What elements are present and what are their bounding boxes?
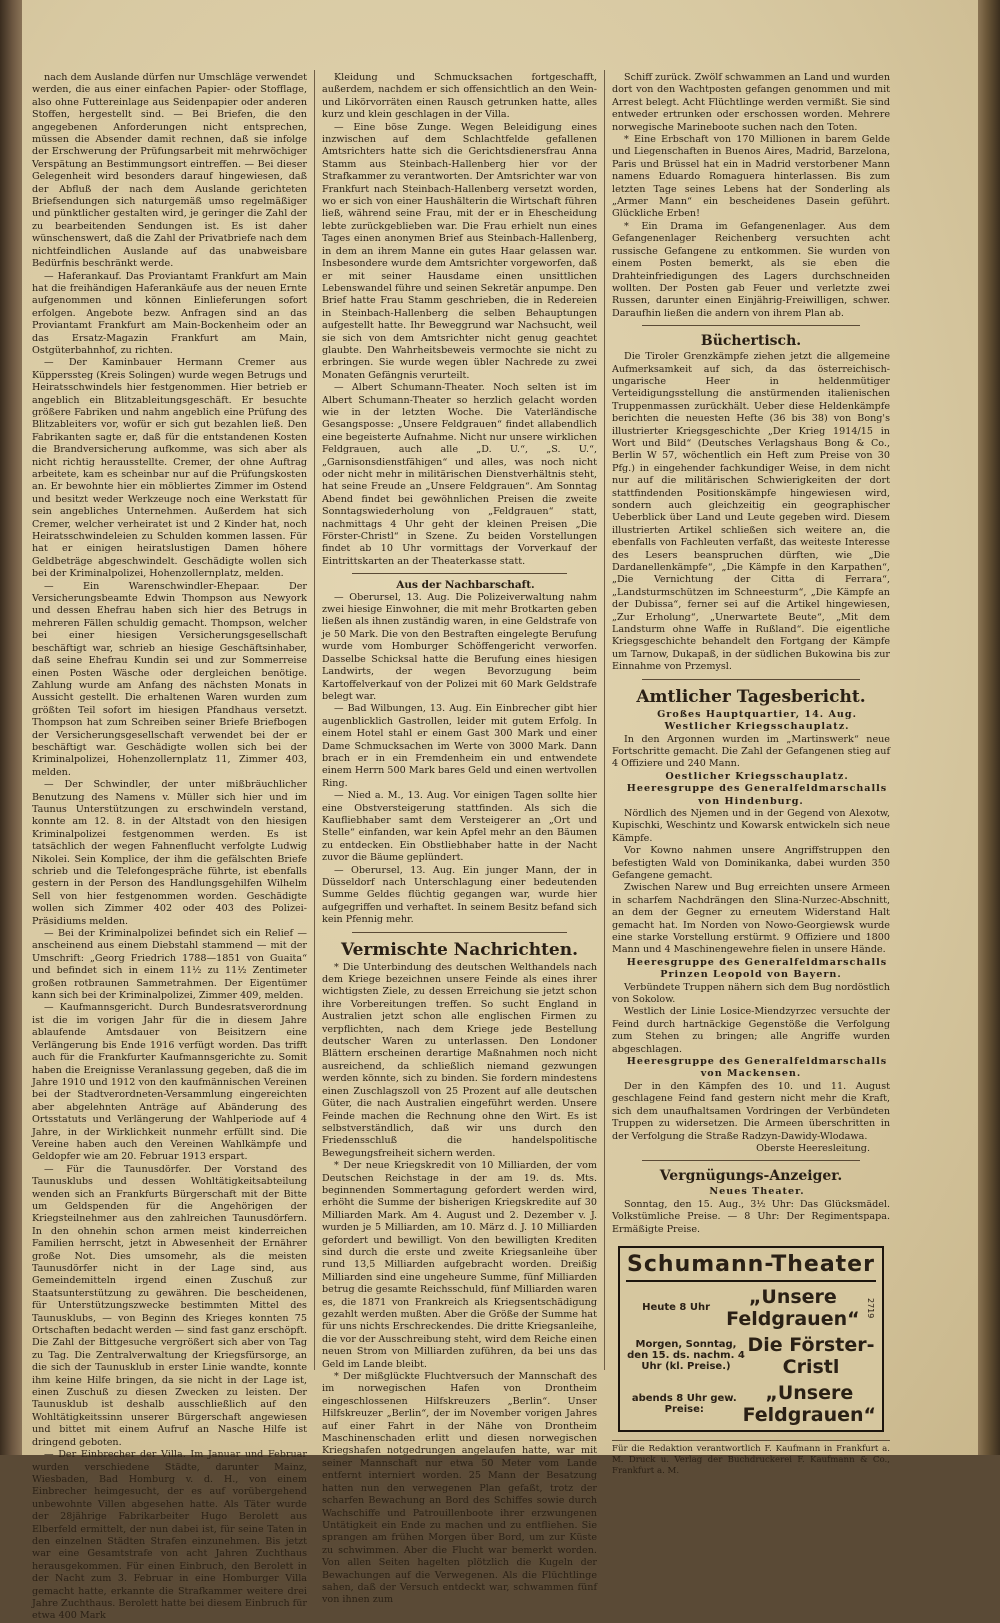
article-paragraph: Nördlich des Njemen und in der Gegend von Alexotw, Kupischki, Weschintz und Kowarsk entwickeln sich neue Kämpfe. [612, 807, 890, 844]
ad-show: Die Förster-Cristl [747, 1333, 875, 1378]
article-paragraph: Die Tiroler Grenzkämpfe ziehen jetzt die allgemeine Aufmerksamkeit auf sich, da das österreichisch-ungarische Heer in heldenmütiger Verteidigungsstellung die anstürmenden italienischen Truppenmassen zurückhält. Ueber diese Heldenkämpfe berichten die neuesten Hefte (36 bis 38) von Bong's illustrierter Kriegsgeschichte „Der Krieg 1914/15 in Wort und Bild“ (Deutsches Verlagshaus Bong & Co., Berlin W 57, wöchentlich ein Heft zum Preise von 30 Pfg.) in eingehender fachkundiger Weise, in dem nicht nur auf die militärischen Schwierigkeiten der dort stattfindenden Positionskämpfe hingewiesen wird, sondern auch gleichzeitig ein geographischer Ueberblick über Land und Leute gegeben wird. Diesem illustrierten Artikel schließen sich weitere an, die ebenfalls von Fachleuten verfaßt, das weiteste Interesse des Lesers beanspruchen dürften, wie „Die Dardanellenkämpfe“, „Die Kämpfe in den Karpathen“, „Die Vernichtung der Citta di Ferrara“, „Landsturmschützen im Schneesturm“, „Die Kämpfe an der Dubissa“, ferner sei auf die Artikel hingewiesen, „Zur Erholung“, „Unerwartete Beute“, „Mit dem Landsturm ohne Waffe in Rußland“. Die eigentliche Kriegsgeschichte behandelt den Fortgang der Kämpfe um Tarnow, Dukapaß, in der südlichen Bukowina bis zur Einnahme von Przemysl. [612, 351, 890, 673]
report-army-group-hindenburg: Heeresgruppe des Generalfeldmarschalls von Hindenburg. [626, 783, 888, 807]
venue-name: Neues Theater. [709, 1186, 805, 1198]
article-paragraph: — Nied a. M., 13. Aug. Vor einigen Tagen sollte hier eine Obstversteigerung stattfinden. Als sich die Kaufliebhaber samt dem Versteigerer an „Ort und Stelle“ einfanden, war kein Apfel mehr an den Bäumen zu entdecken. Ein Obstliebhaber hatte in der Nacht zuvor die Bäume geplündert. [322, 790, 597, 864]
column-3 [612, 72, 890, 1476]
article-paragraph: — Bei der Kriminalpolizei befindet sich ein Relief — anscheinend aus einem Diebstahl stammend — mit der Umschrift: „Georg Friedrich 1788—1851 von Guaita“ und befindet sich in einem 11½ zu 11½ Zentimeter großen rotbraunen Sammetrahmen. Der Eigentümer kann sich bei der Kriminalpolizei, Zimmer 409, melden. [32, 928, 307, 1002]
section-title-vergnuegungen: Vergnügungs-Anzeiger. [659, 1168, 843, 1185]
theater-advertisement [618, 1246, 884, 1432]
ad-show: „Unsere Feldgrauen“ [742, 1381, 877, 1426]
article-paragraph: Zwischen Narew und Bug erreichten unsere Armeen in scharfem Nachdrängen den Slina-Nurzec-Abschnitt, an dem der Gegner zu erneutem Widerstand Halt gemacht hat. Im Norden von Nowo-Georgiewsk wurde eine starke Vorstellung erstürmt. 9 Offiziere und 1800 Mann und 4 Maschinengewehre fielen in unsere Hände. [612, 882, 890, 956]
article-paragraph: * Eine Erbschaft von 170 Millionen in barem Gelde und Liegenschaften in Buenos Aires, Madrid, Barzelona, Paris und Brüssel hat ein in Madrid verstorbener Mann namens Eduardo Romaguera hinterlassen. Bis zum letzten Tage seines Lebens hat der Sonderling als „Armer Mann“ ein bescheidenes Dasein geführt. Glückliche Erben! [612, 134, 890, 220]
article-paragraph: — Kaufmannsgericht. Durch Bundesratsverordnung ist die im vorigen Jahr für die in diesem Jahre ablaufende Amtsdauer von Beisitzern eine Verlängerung bis Ende 1916 verfügt worden. Das trifft auch für die Frankfurter Kaufmannsgerichte zu. Somit haben die Ereignisse Veranlassung gegeben, daß die im Jahre 1910 und 1912 von den kaufmännischen Vereinen bei der Stadtverordneten-Versammlung eingereichten aber abgelehnten Anträge auf Abänderung des Ortsstatuts und Verlängerung der Wahlperiode auf 4 Jahre, in der Wirklichkeit nunmehr erfüllt sind. Die Vereine haben auch den Vereinen Wahlkämpfe und Geldopfer wie am 20. Februar 1913 erspart. [32, 1002, 307, 1163]
ad-time: Heute 8 Uhr [642, 1302, 711, 1314]
section-title-buechertisch: Büchertisch. [700, 333, 802, 350]
ad-time: Morgen, Sonntag, den 15. ds. nachm. 4 Uhr (kl. Preise.) [627, 1339, 745, 1373]
report-headquarters: Großes Hauptquartier, 14. Aug. [657, 708, 857, 720]
article-paragraph: Schiff zurück. Zwölf schwammen an Land und wurden dort von den Wachtposten gefangen genommen und mit Arrest belegt. Acht Flüchtlinge werden vermißt. Sie sind entweder ertrunken oder erschossen worden. Mehrere norwegische Marineboote suchen nach den Toten. [612, 72, 890, 133]
report-theater-east: Oestlicher Kriegsschauplatz. [665, 770, 849, 782]
ad-time: abends 8 Uhr gew. Preise: [631, 1392, 737, 1415]
article-paragraph: — Oberursel, 13. Aug. Die Polizeiverwaltung nahm zwei hiesige Einwohner, die mit mehr Brotkarten geben ließen als ihnen zuständig waren, in eine Geldstrafe von je 50 Mark. Die von den Bestraften eingelegte Berufung wurde vom Homburger Schöffengericht verworfen. Dasselbe Schicksal hatte die Berufung eines hiesigen Landwirts, der wegen Bevorzugung beim Kartoffelverkauf von der Polizei mit 60 Mark Geldstrafe belegt war. [322, 591, 597, 702]
section-title-nachbarschaft: Aus der Nachbarschaft. [396, 579, 535, 592]
article-paragraph: — Albert Schumann-Theater. Noch selten ist im Albert Schumann-Theater so herzlich gelacht worden wie in der letzten Woche. Die Vaterländische Gesangsposse: „Unsere Feldgrauen“ findet allabendlich eine begeisterte Aufnahme. Nicht nur unsere wirklichen Feldgrauen, auch alle „D. U.“, „S. U.“, „Garnisonsdienstfähigen“ und alles, was noch nicht oder nicht mehr in militärischen Dienstverhältnis steht, hat seine Freude an „Unsere Feldgrauen“. Am Sonntag Abend findet bei gewöhnlichen Preisen die zweite Sonntagswiederholung von „Feldgrauen“ statt, nachmittags 4 Uhr geht der kleinen Preisen „Die Förster-Christl“ in Szene. Zu beiden Vorstellungen findet ab 10 Uhr vormittags der Vorverkauf der Eintrittskarten an der Theaterkasse statt. [322, 382, 598, 567]
article-paragraph: * Der neue Kriegskredit von 10 Milliarden, der vom Deutschen Reichstage in der am 19. ds. Mts. beginnenden Sommertagung gefordert werden wird, erhöht die Summe der bisherigen Kriegskredite auf 30 Milliarden Mark. Am 4. August und 2. Dezember v. J. wurden je 5 Milliarden, am 10. März d. J. 10 Milliarden gefordert und bewilligt. Von den bewilligten Krediten sind durch die erste und zweite Kriegsanleihe über rund 13,5 Milliarden aufgebracht worden. Dreißig Milliarden sind eine ungeheure Summe, fünf Milliarden betrug die gesamte Reichsschuld, fünf Milliarden waren es, die 1871 von Frankreich als Kriegsentschädigung gezahlt werden mußten. Aber die Größe der Summe hat für uns nichts Erschreckendes. Die dritte Kriegsanleihe, die vor der Ausschreibung steht, wird dem Reiche einen neuen Strom von Milliarden zuführen, da bei uns das Geld im Lande bleibt. [322, 1160, 597, 1370]
section-divider [642, 325, 860, 326]
article-paragraph: * Ein Drama im Gefangenenlager. Aus dem Gefangenenlager Reichenberg versuchten acht russische Gefangene zu entkommen. Sie wurden von einem Posten bemerkt, als sie eben die Drahteinfriedigungen des Lagers durchschneiden wollten. Der Posten gab Feuer und verletzte zwei Russen, darunter einen Einjährig-Freiwilligen, schwer. Daraufhin ließen die andern von ihrem Plan ab. [612, 220, 890, 319]
section-divider [642, 679, 860, 680]
article-paragraph: Westlich der Linie Losice-Miendzyrzec versuchte der Feind durch hartnäckige Gegenstöße die Verfolgung zum Stehen zu bringen; alle Angriffe wurden abgeschlagen. [612, 1006, 890, 1055]
article-paragraph: * Der mißglückte Fluchtversuch der Mannschaft des im norwegischen Hafen von Drontheim eingeschlossenen Hilfskreuzers „Berlin“. Unser Hilfskreuzer „Berlin“, der im November vorigen Jahres auf einer Fahrt in der Nähe von Drontheim Maschinenschaden erlitt und diesen norwegischen Kriegshafen notgedrungen angelaufen hatte, war mit seiner Mannschaft nur etwa 50 Meter vom Lande entfernt interniert worden. 25 Mann der Besatzung hatten nun den verwegenen Plan gefaßt, trotz der scharfen Bewachung an Bord des Schiffes sowie durch Wachschiffe und Patrouillenboote ihrer erzwungenen Untätigkeit ein Ende zu machen und zu entfliehen. Sie sprangen am frühen Morgen über Bord, um zur Küste zu schwimmen. Aber die Flucht war bemerkt worden. Von allen Seiten hagelten plötzlich die Kugeln der Bewachungen auf die Verwegenen. Als die Flüchtlinge sahen, daß der Versuch entdeckt war, schwammen fünf von ihnen zum [322, 1371, 597, 1606]
column-2 [322, 72, 598, 1606]
article-paragraph: — Eine böse Zunge. Wegen Beleidigung eines inzwischen auf dem Schlachtfelde gefallenen Amtsrichters hatte sich die Gerichtsdienersfrau Anna Stamm aus Steinbach-Hallenberg hier vor der Strafkammer zu verantworten. Der Amtsrichter war von Frankfurt nach Steinbach-Hallenberg versetzt worden, wo er sich von einer Haushälterin die Wirtschaft führen ließ, während seine Frau, mit der er in Ehescheidung lebte zurückgeblieben war. Die Frau erhielt nun eines Tages einen anonymen Brief aus Steinbach-Hallenberg, in dem an ihrem Manne ein gutes Haar gelassen war. Insbesondere wurde dem Amtsrichter vorgeworfen, daß er mit seiner Hausdame einen unsittlichen Lebenswandel führe und seinen Sekretär anpumpe. Den Brief hatte Frau Stamm geschrieben, die in Redereien in Steinbach-Hallenberg die selben Behauptungen aufgestellt hatte. Ihr Beweggrund war Nachsucht, weil sie sich von dem Amtsrichter nicht genug geachtet glaubte. Den Wahrheitsbeweis vermochte sie nicht zu erbringen. Sie wurde wegen übler Nachrede zu zwei Monaten Gefängnis verurteilt. [322, 121, 597, 381]
ad-row [626, 1286, 876, 1330]
section-title-tagesbericht: Amtlicher Tagesbericht. [636, 686, 866, 707]
ad-show: „Unsere Feldgrauen“ [726, 1285, 860, 1330]
report-signature: Oberste Heeresleitung. [756, 1142, 870, 1154]
article-paragraph: Verbündete Truppen nähern sich dem Bug nordöstlich von Sokolow. [612, 981, 890, 1006]
article-paragraph: Kleidung und Schmucksachen fortgeschafft, außerdem, nachdem er sich offensichtlich an den Wein- und Likörvorräten einen Rausch getrunken hatte, alles kurz und klein geschlagen in der Villa. [322, 72, 597, 121]
article-paragraph: * Die Unterbindung des deutschen Welthandels nach dem Kriege bezeichnen unsere Feinde als eines ihrer wichtigsten Ziele, zu dessen Erreichung sie jetzt schon ihre Vorbereitungen treffen. So sucht England in Australien jetzt schon alle englischen Firmen zu verpflichten, nach dem Kriege jede Bestellung deutscher Waren zu unterlassen. Den Londoner Blättern erscheinen derartige Maßnahmen noch nicht ausreichend, da schließlich niemand gezwungen werden könnte, sich zu binden. Sie fordern mindestens einen Zuschlagszoll von 25 Prozent auf alle deutschen Güter, die nach Australien eingeführt werden. Unsere Feinde machen die Rechnung ohne den Wirt. Es ist selbstverständlich, daß wir uns durch den Friedensschluß die handelspolitische Bewegungsfreiheit sichern werden. [322, 961, 597, 1159]
article-paragraph: — Ein Warenschwindler-Ehepaar. Der Versicherungsbeamte Edwin Thompson aus Newyork und dessen Ehefrau haben sich hier des Betrugs in mehreren Fällen schuldig gemacht. Thompson, welcher bei einer hiesigen Versicherungsgesellschaft beschäftigt war, schrieb an hiesige Geschäftsinhaber, daß seine Ehefrau Kundin sei und zur Sommerreise einen Posten Wäsche oder dergleichen benötige. Zahlung wurde am Anfang des nächsten Monats in Aussicht gestellt. Die erhaltenen Waren wurden zum größten Teil sofort im hiesigen Pfandhaus versetzt. Thompson hat zum Schreiben seiner Briefe Briefbogen der Versicherungsgesellschaft verwendet bei der er beschäftigt war. Geschädigte wollen sich bei der Kriminalpolizei, Hohenzollernplatz 11, Zimmer 403, melden. [32, 580, 307, 778]
column-rule [314, 70, 315, 1370]
ad-row [626, 1382, 876, 1426]
ad-title: Schumann-Theater [626, 1252, 876, 1282]
book-binding [0, 0, 22, 1455]
article-paragraph: — Haferankauf. Das Proviantamt Frankfurt am Main hat die freihändigen Haferankäufe aus der neuen Ernte aufgenommen und können Einlieferungen sofort erfolgen. Angebote bezw. Anfragen sind an das Proviantamt Frankfurt am Main-Bockenheim oder an das Ersatz-Magazin Frankfurt am Main, Ostgüterbahnhof, zu richten. [32, 270, 307, 356]
column-rule [604, 70, 605, 1370]
article-paragraph: nach dem Auslande dürfen nur Umschläge verwendet werden, die aus einer einfachen Papier- oder Stofflage, also ohne Futtereinlage aus Seidenpapier oder anderen Stoffen, hergestellt sind. — Bei Briefen, die den angegebenen Anforderungen nicht entsprechen, müssen die Absender damit rechnen, daß sie infolge der Erschwerung der Prüfungsarbeit mit mehrwöchiger Verspätung an Bestimmungsort eintreffen. — Bei dieser Gelegenheit wird besonders darauf hingewiesen, daß der Abfluß der nach dem Auslande gerichteten Briefsendungen sich naturgemäß umso regelmäßiger und pünktlicher gestalten wird, je geringer die Zahl der zu bearbeitenden Sendungen ist. Es ist daher wünschenswert, daß die Zahl der Privatbriefe nach dem nichtfeindlichen Auslande auf das unabweisbare Bedürfnis beschränkt werde. [32, 72, 307, 270]
ad-code: 2719 [866, 1297, 875, 1319]
newspaper-page [22, 0, 978, 1622]
report-army-group-mackensen: Heeresgruppe des Generalfeldmarschalls von Mackensen. [626, 1056, 888, 1080]
article-paragraph: — Oberursel, 13. Aug. Ein junger Mann, der in Düsseldorf nach Unterschlagung einer bedeutenden Summe Geldes flüchtig gegangen war, wurde hier aufgegriffen und verhaftet. In seinem Besitz befand sich kein Pfennig mehr. [322, 864, 597, 926]
article-paragraph: — Bad Wilbungen, 13. Aug. Ein Einbrecher gibt hier augenblicklich Gastrollen, leider mit gutem Erfolg. In einem Hotel stahl er einem Gast 300 Mark und einer Dame Schmucksachen im Werte von 3000 Mark. Dann brach er in ein Fremdenheim ein und entwendete einem Herrn 500 Mark bares Geld und einen wertvollen Ring. [322, 703, 597, 789]
article-paragraph: Vor Kowno nahmen unsere Angriffstruppen den befestigten Wald von Dominikanka, dabei wurden 350 Gefangene gemacht. [612, 845, 890, 881]
article-paragraph: — Für die Taunusdörfer. Der Vorstand des Taunusklubs und dessen Wohltätigkeitsabteilung wenden sich an Frankfurts Bürgerschaft mit der Bitte um Geldspenden für die Angehörigen der Kriegsteilnehmer aus den zahlreichen Taunusdörfern. In den ohnehin schon armen meist kinderreichen Familien herrscht, jetzt in Abwesenheit der Ernährer große Not. Dies umsomehr, als die meisten Taunusdörfer nicht in der Lage sind, aus Gemeindemitteln irgend einen Zuschuß zur Staatsunterstützung zu gewähren. Die bescheidenen, für Unterstützungszwecke bestimmten Mittel des Taunusklubs, — von Beginn des Krieges konnten 75 Ortschaften bedacht werden — sind fast ganz erschöpft. Die Zahl der Bittgesuche vergrößert sich aber von Tag zu Tag. Die Zentralverwaltung der Kriegsfürsorge, an die sich der Taunusklub in erster Linie wandte, konnte ihm keine Hilfe bringen, da sie nicht in der Lage ist, einen Zuschuß zu diesen Zwecken zu leisten. Der Taunusklub ist deshalb ausschließlich auf den Wohltätigkeitssinn unserer Bürgerschaft angewiesen und bittet mit einem Aufruf an Nasche Hilfe ist dringend geboten. [32, 1163, 307, 1448]
article-paragraph: — Der Schwindler, der unter mißbräuchlicher Benutzung des Namens v. Müller sich hier und im Taunus Unterstützungen zu erschwindeln verstand, konnte am 12. 8. in der Altstadt von den hiesigen Kriminalpolizei festgenommen werden. Es ist tatsächlich der wegen Fahnenflucht verfolgte Ludwig Nikolei. Sein Komplice, der ihm die gefälschten Briefe schrieb und die Telefongespräche führte, ist ebenfalls gestern in der Person des Handlungsgehilfen Wilhelm Sell von hier festgenommen worden. Geschädigte wollen sich Zimmer 402 oder 403 des Polizei-Präsidiums melden. [32, 779, 307, 927]
article-paragraph: In den Argonnen wurden im „Martinswerk“ neue Fortschritte gemacht. Die Zahl der Gefangenen stieg auf 4 Offiziere und 240 Mann. [612, 733, 890, 770]
article-paragraph: Der in den Kämpfen des 10. und 11. August geschlagene Feind fand gestern nicht mehr die Kraft, sich dem unaufhaltsamen Vordringen der Verbündeten Truppen zu widersetzen. Die Armeen überschritten in der Verfolgung die Straße Radzyn-Dawidy-Wlodawa. [612, 1080, 890, 1142]
page-edge [978, 0, 1000, 1455]
section-title-vermischte: Vermischte Nachrichten. [340, 939, 579, 960]
report-theater-west: Westlicher Kriegsschauplatz. [664, 721, 850, 733]
article-paragraph: Sonntag, den 15. Aug., 3½ Uhr: Das Glücksmädel. Volkstümliche Preise. — 8 Uhr: Der Regimentspapa. Ermäßigte Preise. [612, 1198, 890, 1235]
section-divider [352, 573, 567, 574]
imprint: Für die Redaktion verantwortlich F. Kaufmann in Frankfurt a. M. Druck u. Verlag der Buchdruckerei F. Kaufmann & Co., Frankfurt a. M. [612, 1440, 890, 1477]
ad-row [626, 1334, 876, 1378]
section-divider [352, 932, 567, 933]
section-divider [642, 1160, 860, 1161]
article-paragraph: — Der Einbrecher der Villa. Im Januar und Februar wurden verschiedene Städte, darunter Mainz, Wiesbaden, Bad Homburg v. d. H., von einem Einbrecher heimgesucht, der es auf vorübergehend unbewohnte Villen abgesehen hatte. Als Täter wurde der 28jährige Fabrikarbeiter Hugo Berolett aus Elberfeld ermittelt, der nun dabei ist, für seine Taten in den einzelnen Städten Strafen einzunehmen. Bis jetzt war eine Gesamtstrafe von acht Jahren Zuchthaus herausgekommen. Für einen Einbruch, den Berolett in der Nacht zum 3. Februar in eine Homburger Villa gemacht hatte, erkannte die Strafkammer weitere drei Jahre Zuchthaus. Berolett hatte bei diesem Einbruch für etwa 400 Mark [32, 1449, 307, 1622]
article-paragraph: — Der Kaminbauer Hermann Cremer aus Küpperssteg (Kreis Solingen) wurde wegen Betrugs und Heiratsschwindels hier festgenommen. Hier betrieb er angeblich ein Blitzableitungsgeschäft. Er besuchte größere Fabriken und nahm angeblich eine Prüfung des Blitzableiters vor, wofür er sich gut bezahlen ließ. Den Fabrikanten sagte er, daß für die entstandenen Kosten die Brandversicherung aufkomme, was sich aber als nicht richtig herausstellte. Cremer, der ohne Auftrag arbeitete, kam es scheinbar nur auf die Prüfungskosten an. Er bewohnte hier ein möbliertes Zimmer im Ostend und besitzt weder Werkzeuge noch eine Werkstatt für sein angebliches Unternehmen. Außerdem hat sich Cremer, welcher verheiratet ist und 2 Kinder hat, noch Heiratsschwindeleien zu Schulden kommen lassen. Für hat er einigen heiratslustigen Damen höhere Geldbeträge abgeschwindelt. Geschädigte wollen sich bei der Kriminalpolizei, Hohenzollernplatz, melden. [32, 357, 307, 580]
column-1 [32, 72, 307, 1622]
report-army-group-leopold: Heeresgruppe des Generalfeldmarschalls Prinzen Leopold von Bayern. [626, 956, 888, 981]
